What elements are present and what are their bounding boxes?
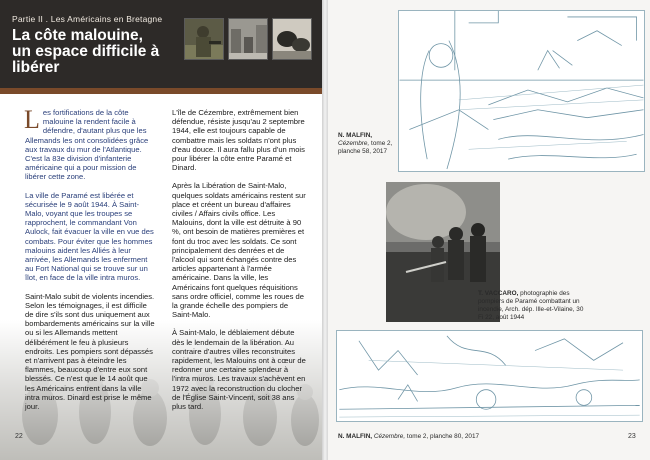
caption3-author: N. MALFIN, <box>338 433 373 440</box>
thumbnail-soldier <box>184 18 224 60</box>
caption-photograph <box>478 290 588 322</box>
paragraph-fires: Saint-Malo subit de violents incendies. Selon les témoignages, il est difficile de dire s'ils sont dus uniquement aux bombardements américains sur la ville ou si les Allemands mettent délibérément le feu à plusieurs endroits. Les pompiers sont dépassés et n'arrivent pas à éteindre les flammes, beaucoup d'entre eux sont blessés. Ce n'est que le 14 août que les Américains entrent dans la ville intra muros. Dinard est prise le même jour. <box>25 291 155 412</box>
paragraph-intro <box>24 105 155 182</box>
text-column-right <box>172 108 307 420</box>
thumbnail-helmets <box>272 18 312 60</box>
comic-panel-top <box>398 10 645 172</box>
comic-panel-bottom <box>336 330 643 422</box>
paragraph-cezembre: L'île de Cézembre, extrêmement bien défendue, résiste jusqu'au 2 septembre 1944, elle est toujours capable de combattre mais les soldats n'ont plus d'eau douce. Il aura fallu plus d'un mois pour libérer la côte entre Paramé et Dinard. <box>172 108 305 173</box>
caption-comic-top <box>338 132 396 156</box>
caption3-work: Cézembre, <box>373 433 406 440</box>
page-number-right: 23 <box>628 433 636 440</box>
chapter-header <box>0 0 322 88</box>
right-page <box>328 0 650 460</box>
left-page <box>0 0 322 460</box>
part-label: Partie II . Les Américains en Bretagne <box>12 14 163 24</box>
paragraph-intro-text: es fortifications de la côte malouine la rendent facile à défendre, d'autant plus que les Allemands les ont consolidées grâce aux travaux du mur de l'Atlantique. C'est la 83e division d'infanterie américaine qui a pour mission de libérer cette zone. <box>25 108 149 182</box>
drop-cap: L <box>24 105 40 134</box>
caption1-work: Cézembre, <box>338 140 370 147</box>
paragraph-reconstruction: À Saint-Malo, le déblaiement débute dès le lendemain de la libération. Au contraire d'autres villes reconstruites rapidement, les Malouins ont à cœur de redonner une certaine splendeur à l'intra muros. Les travaux s'achèvent en 1972 avec la reconstruction du clocher de l'Église Saint-Vincent, soit 38 ans plus tard. <box>172 328 306 412</box>
caption3-rest: tome 2, planche 80, 2017 <box>406 433 480 440</box>
paragraph-parame: La ville de Paramé est libérée et sécurisée le 9 août 1944. À Saint-Malo, voyant que les troupes se rapprochent, le commandant Von Aulock, fait évacuer la ville en vue des combats. Pour éviter que les hommes malouins aident les Alliés à leur arrivée, les Allemands les enferment au Fort National qui se trouve sur un îlot, en face de la ville intra muros. <box>25 190 154 283</box>
caption2-author: T. VACCARO, <box>478 290 519 297</box>
caption1-author: N. MALFIN, <box>338 132 373 139</box>
caption1-rest: tome 2, planche 58, 2017 <box>338 140 393 155</box>
caption2-rest: photographie des pompiers de Paramé combattant un incendie, Arch. dép. Ille-et-Vilaine, 30 Fi 22, août 1944 <box>478 290 584 321</box>
header-accent-stripe <box>0 88 322 94</box>
title-line-2: un espace difficile à libérer <box>12 43 160 76</box>
page-title <box>12 28 182 76</box>
text-column-left <box>24 105 155 420</box>
paragraph-liberation: Après la Libération de Saint-Malo, quelques soldats américains restent sur place et créent un bureau d'affaires civiles / Affairs civils office. Les Malouins, dont la ville est détruite à 90 %, ont besoin de matières premières et font du troc avec les soldats. Ce sont principalement des denrées et de l'alcool qui sont échangés contre des articles appartenant à l'armée américaine. Dans la ville, les Américains font quelques réquisitions sans ordre officiel, comme les roues de la grande échelle des pompiers de Saint-Malo. <box>172 181 306 320</box>
thumbnail-ruins <box>228 18 268 60</box>
title-line-1: La côte malouine, <box>12 27 143 44</box>
page-number-left: 22 <box>15 433 23 440</box>
caption-comic-bottom <box>338 433 578 441</box>
